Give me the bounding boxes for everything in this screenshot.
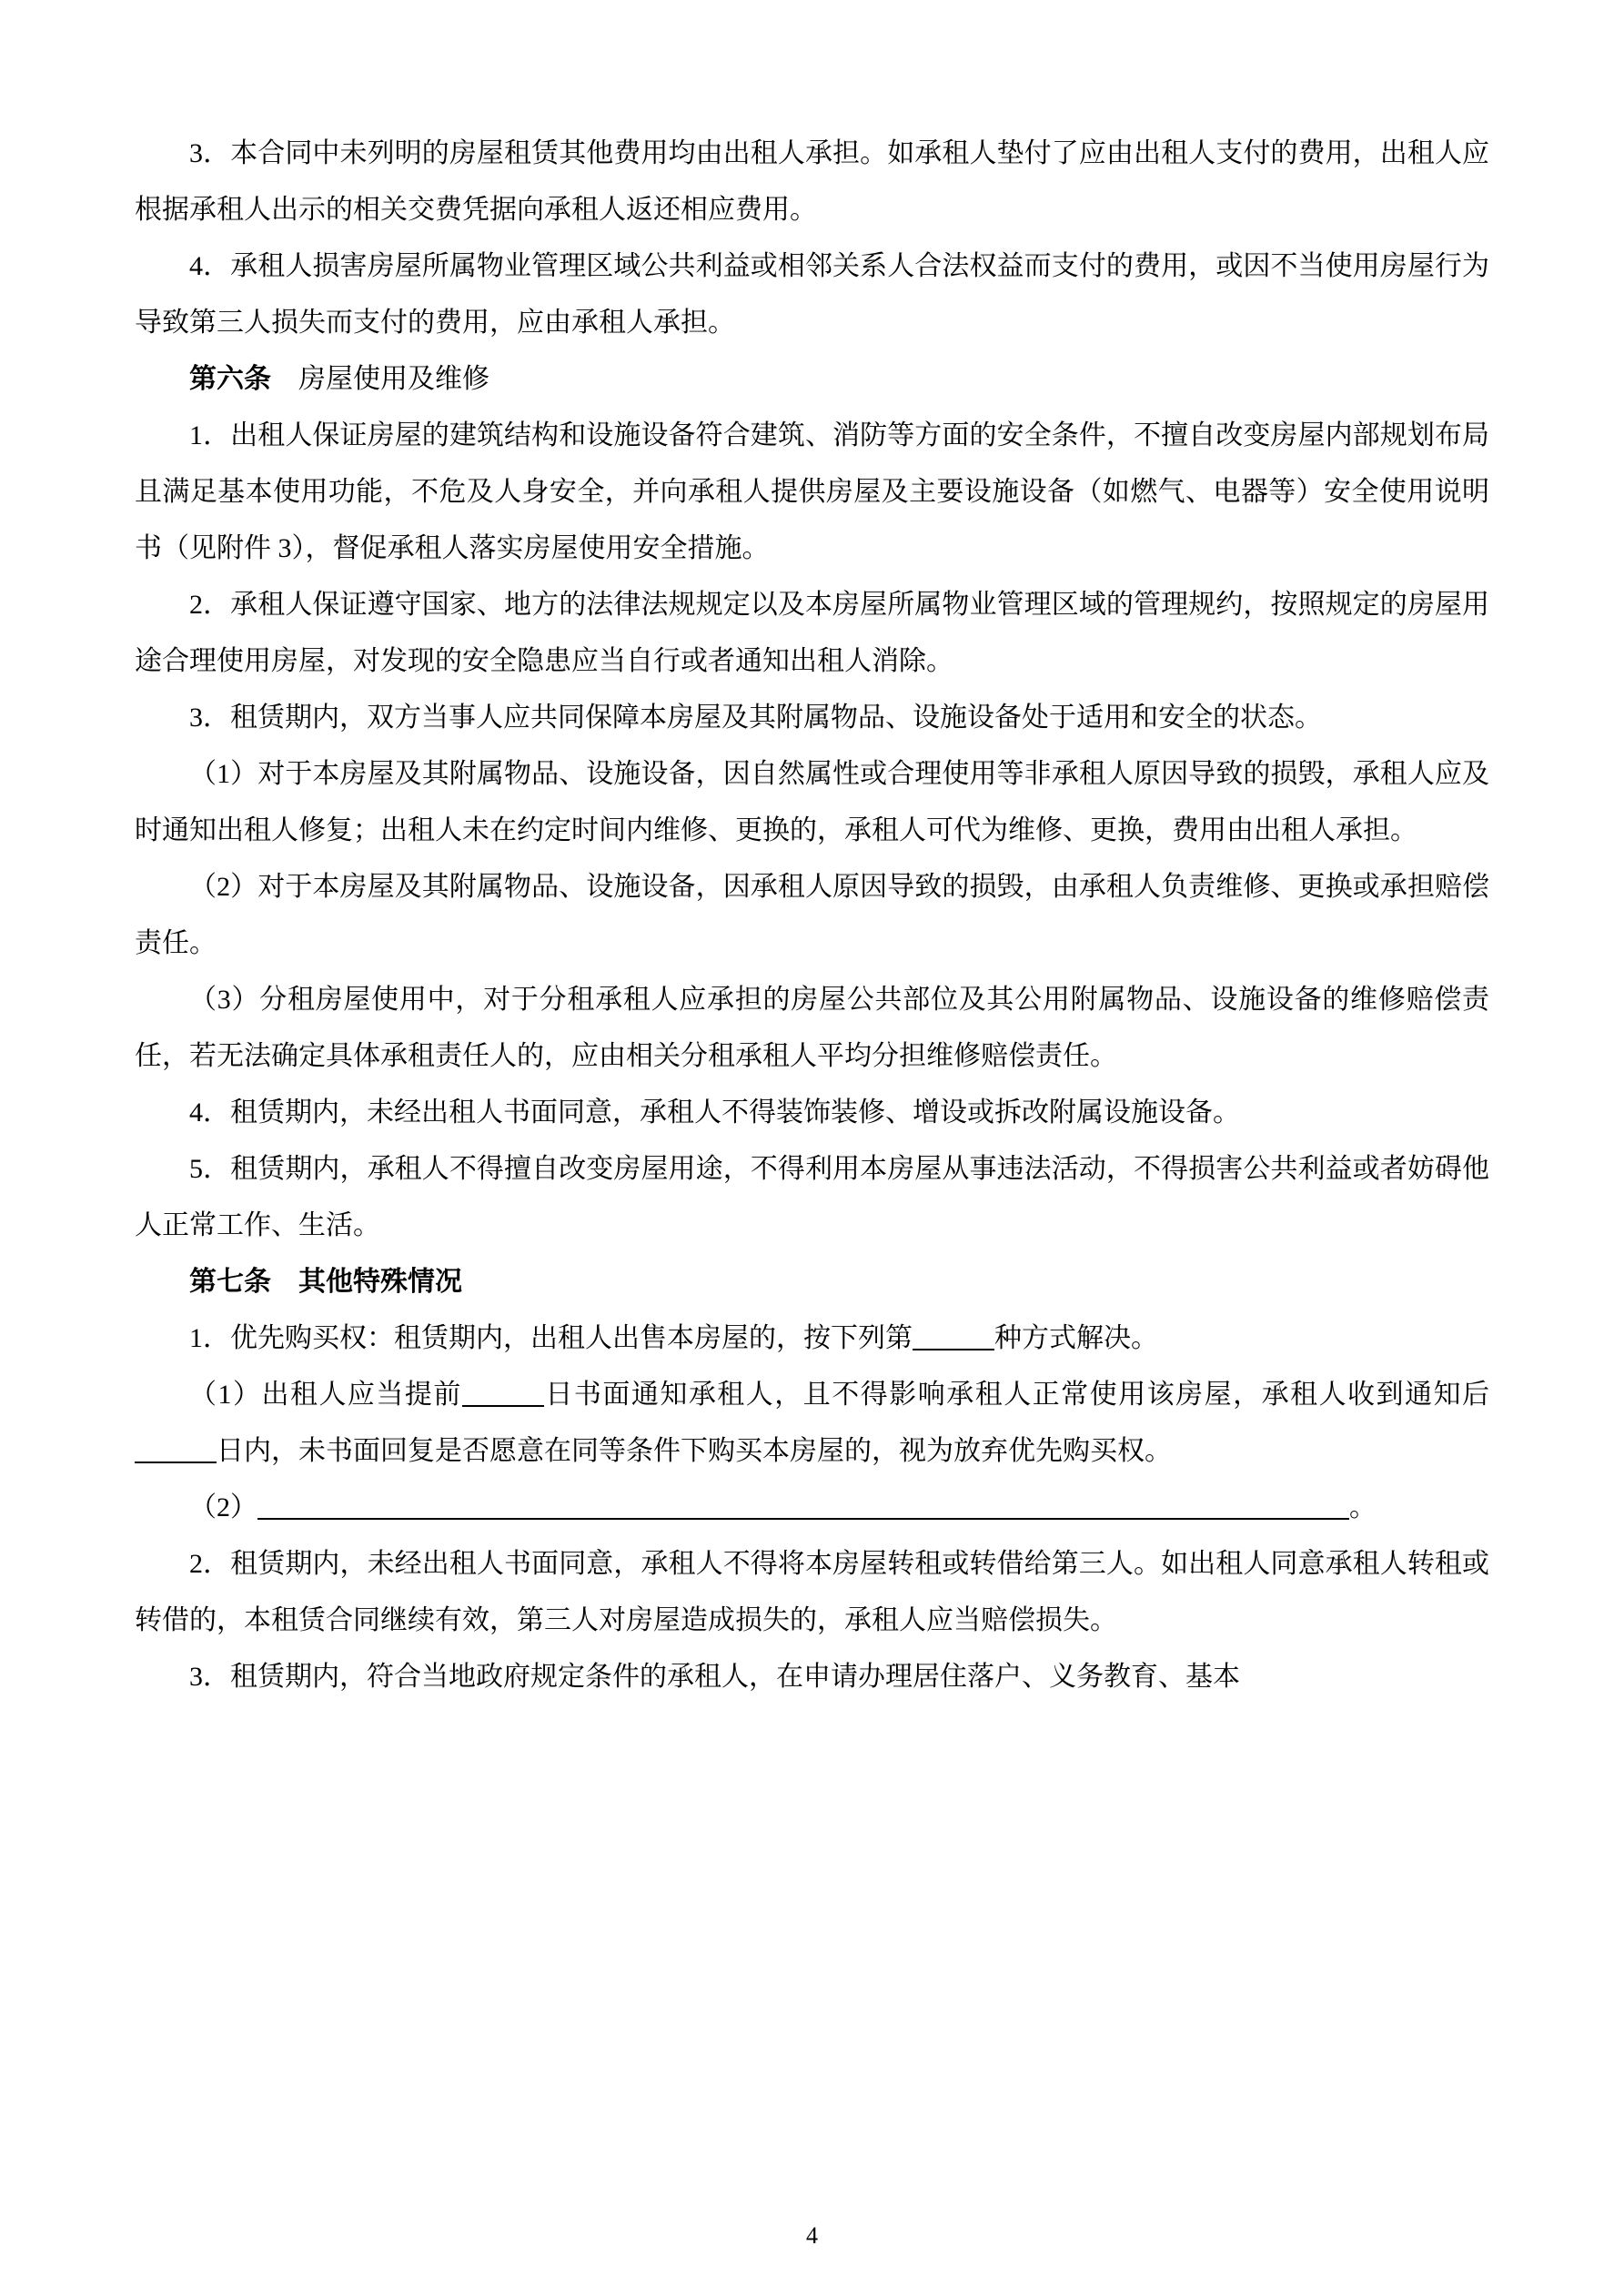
text-run: 1．出租人保证房屋的建筑结构和设施设备符合建筑、消防等方面的安全条件，不擅自改变房屋内部规划布局且满足基本使用功能，不危及人身安全，并向承租人提供房屋及主要设施设备（如燃气、电器等）安全使用说明书（见附件 3），督促承租人落实房屋使用安全措施。 [135,420,1489,563]
text-run: （2）对于本房屋及其附属物品、设施设备，因承租人原因导致的损毁，由承租人负责维修、更换或承担赔偿责任。 [135,872,1489,958]
text-run: 1．优先购买权：租赁期内，出租人出售本房屋的，按下列第 [189,1323,913,1353]
para-clause7-item-1 [135,1310,1489,1367]
para-clause7-item-2 [135,1536,1489,1649]
para-clause6-item-3-sub-3 [135,972,1489,1085]
text-run: 4．承租人损害房屋所属物业管理区域公共利益或相邻关系人合法权益而支付的费用，或因不当使用房屋行为导致第三人损失而支付的费用，应由承租人承担。 [135,251,1489,338]
para-clause6-item-5 [135,1141,1489,1254]
text-run: 3．本合同中未列明的房屋租赁其他费用均由出租人承担。如承租人垫付了应由出租人支付的费用，出租人应根据承租人出示的相关交费凭据向承租人返还相应费用。 [135,138,1489,225]
page-number: 4 [806,2222,818,2249]
text-run: 种方式解决。 [994,1323,1158,1353]
para-clause6-item-3-sub-1 [135,746,1489,859]
heading-clause-6 [135,351,1489,408]
text-run: 3．租赁期内，双方当事人应共同保障本房屋及其附属物品、设施设备处于适用和安全的状态。 [189,703,1322,733]
text-run: 3．租赁期内，符合当地政府规定条件的承租人，在申请办理居住落户、义务教育、基本 [189,1662,1240,1692]
text-run: 日书面通知承租人，且不得影响承租人正常使用该房屋，承租人收到通知后 [543,1380,1490,1410]
para-clause7-item-1-sub-1 [135,1367,1489,1480]
text-run: （1）出租人应当提前 [189,1380,462,1410]
text-run: （2） [189,1492,257,1522]
text-run: 5．租赁期内，承租人不得擅自改变房屋用途，不得利用本房屋从事违法活动，不得损害公共利益或者妨碍他人正常工作、生活。 [135,1154,1489,1240]
text-run: 日内，未书面回复是否愿意在同等条件下购买本房屋的，视为放弃优先购买权。 [217,1436,1172,1466]
fill-in-blank-line [462,1378,544,1407]
fill-in-blank-line [135,1434,217,1463]
para-fee-item-4 [135,238,1489,351]
text-run: 2．租赁期内，未经出租人书面同意，承租人不得将本房屋转租或转借给第三人。如出租人同意承租人转租或转借的，本租赁合同继续有效，第三人对房屋造成损失的，承租人应当赔偿损失。 [135,1549,1489,1635]
para-clause6-item-1 [135,408,1489,577]
para-clause6-item-3 [135,690,1489,746]
text-run: （3）分租房屋使用中，对于分租承租人应承担的房屋公共部位及其公用附属物品、设施设备的维修赔偿责任，若无法确定具体承租责任人的，应由相关分租承租人平均分担维修赔偿责任。 [135,985,1489,1071]
para-fee-item-3 [135,126,1489,238]
para-clause6-item-4 [135,1085,1489,1141]
text-run: （1）对于本房屋及其附属物品、设施设备，因自然属性或合理使用等非承租人原因导致的损毁，承租人应及时通知出租人修复；出租人未在约定时间内维修、更换的，承租人可代为维修、更换，费用由出租人承担。 [135,759,1489,845]
para-clause6-item-2 [135,577,1489,690]
fill-in-blank-line [257,1491,1349,1520]
para-clause6-item-3-sub-2 [135,859,1489,972]
text-run: 4．租赁期内，未经出租人书面同意，承租人不得装饰装修、增设或拆改附属设施设备。 [189,1097,1240,1128]
para-clause7-item-1-sub-2 [135,1480,1489,1536]
para-clause7-item-3 [135,1649,1489,1705]
text-run: 房屋使用及维修 [271,364,489,394]
heading-text-run: 第七条 其他特殊情况 [189,1267,462,1297]
fill-in-blank-line [913,1321,994,1350]
text-run: 2．承租人保证遵守国家、地方的法律法规规定以及本房屋所属物业管理区域的管理规约，按照规定的房屋用途合理使用房屋，对发现的安全隐患应当自行或者通知出租人消除。 [135,590,1489,676]
document-body [135,126,1489,1705]
text-run: 。 [1349,1492,1377,1522]
heading-clause-7 [135,1254,1489,1310]
heading-text-run: 第六条 [189,364,271,394]
